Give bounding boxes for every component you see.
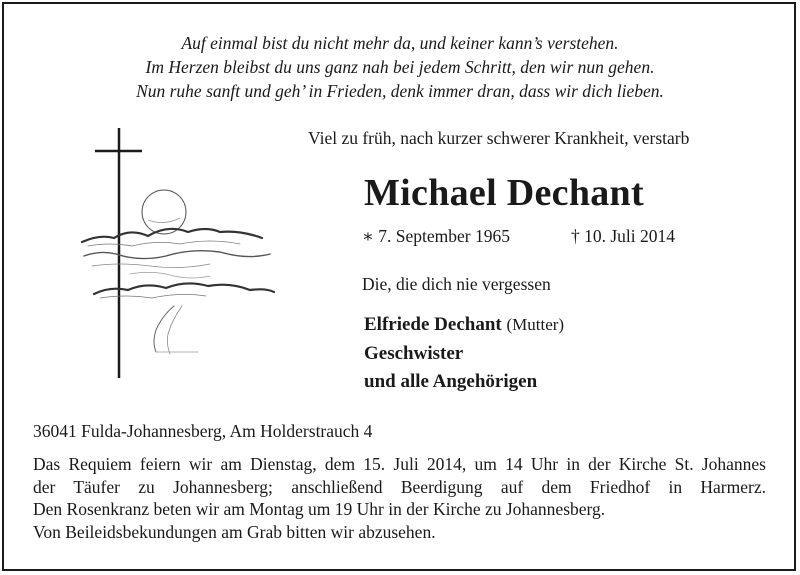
mourner-primary <box>364 311 564 340</box>
death-announcement-intro: Viel zu früh, nach kurzer schwerer Krankheit, verstarb <box>308 128 690 148</box>
memorial-artwork <box>70 120 280 380</box>
mourner-primary-name: Elfriede Dechant <box>364 314 502 335</box>
mourners-list <box>364 311 564 397</box>
funeral-info-line-4: Von Beileidsbekundungen am Grab bitten wir abzusehen. <box>33 521 436 542</box>
sun-icon <box>142 190 186 234</box>
death-date: † 10. Juli 2014 <box>571 226 676 246</box>
deceased-name: Michael Dechant <box>364 172 644 214</box>
poem-line-1: Auf einmal bist du nicht mehr da, und keiner kann’s verstehen. <box>181 33 619 53</box>
poem-line-2: Im Herzen bleibst du uns ganz nah bei jedem Schritt, den wir nun gehen. <box>145 57 655 77</box>
birth-date: ∗ 7. September 1965 <box>362 226 510 246</box>
funeral-info-line-2: der Täufer zu Johannesberg; anschließend Beerdigung auf dem Friedhof in Harmerz. <box>33 476 766 497</box>
poem-line-3: Nun ruhe sanft und geh’ in Frieden, denk immer dran, dass wir dich lieben. <box>136 81 664 101</box>
funeral-info-line-1: Das Requiem feiern wir am Dienstag, dem 15. Juli 2014, um 14 Uhr in der Kirche St. Johannes <box>33 454 766 474</box>
funeral-info-line-3: Den Rosenkranz beten wir am Montag um 19 Uhr in der Kirche zu Johannesberg. <box>33 499 606 519</box>
mourners-intro: Die, die dich nie vergessen <box>362 274 551 294</box>
family-address: 36041 Fulda-Johannesberg, Am Holderstrauch 4 <box>33 421 373 441</box>
mourner-relatives: und alle Angehörigen <box>364 371 538 392</box>
funeral-info <box>33 453 766 543</box>
mourner-primary-relation: (Mutter) <box>506 315 565 334</box>
poem <box>0 31 800 103</box>
mourner-siblings: Geschwister <box>364 342 464 364</box>
landscape-illustration <box>82 229 274 354</box>
